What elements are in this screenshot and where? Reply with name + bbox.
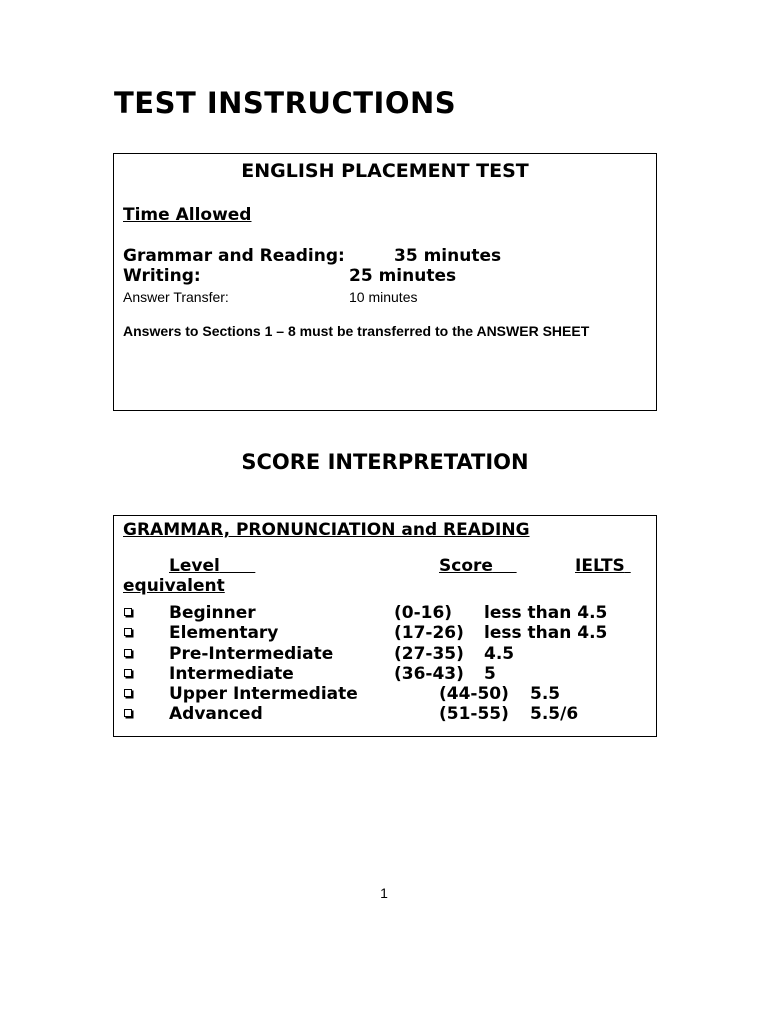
checkbox-bullet-icon — [124, 608, 132, 616]
answer-sheet-note: Answers to Sections 1 – 8 must be transferred to the ANSWER SHEET — [123, 323, 590, 339]
section-name-grammar-reading: Grammar and Reading: — [123, 246, 345, 266]
score-table-box — [113, 515, 657, 737]
section-name-answer-transfer: Answer Transfer: — [123, 289, 229, 305]
level-ielts: 5 — [484, 663, 496, 684]
column-header-level: Level — [169, 556, 220, 576]
placement-test-box — [113, 153, 657, 411]
level-row — [123, 603, 643, 623]
level-score: (17-26) — [394, 623, 464, 644]
level-name: Upper Intermediate — [169, 684, 358, 705]
checkbox-bullet-icon — [124, 649, 132, 657]
section-duration-writing: 25 minutes — [349, 266, 457, 286]
level-score: (0-16) — [394, 603, 453, 623]
level-ielts: 5.5/6 — [530, 704, 579, 725]
placement-test-heading: ENGLISH PLACEMENT TEST — [241, 160, 529, 182]
level-name: Elementary — [169, 623, 279, 644]
section-duration-answer-transfer: 10 minutes — [349, 289, 418, 305]
level-row — [123, 664, 643, 684]
level-score: (36-43) — [394, 663, 464, 684]
score-table-heading: GRAMMAR, PRONUNCIATION and READING — [123, 520, 530, 540]
level-name: Pre-Intermediate — [169, 643, 334, 664]
level-score: (27-35) — [394, 643, 464, 664]
level-score: (44-50) — [439, 684, 509, 705]
checkbox-bullet-icon — [124, 709, 132, 717]
level-name: Beginner — [169, 603, 256, 623]
level-row — [123, 623, 643, 643]
checkbox-bullet-icon — [124, 669, 132, 677]
page-title: TEST INSTRUCTIONS — [114, 86, 457, 120]
score-interpretation-heading: SCORE INTERPRETATION — [241, 450, 529, 474]
level-ielts: 5.5 — [530, 684, 561, 705]
level-list — [123, 603, 643, 725]
section-duration-grammar-reading: 35 minutes — [394, 246, 502, 266]
checkbox-bullet-icon — [124, 628, 132, 636]
checkbox-bullet-icon — [124, 689, 132, 697]
time-allowed-label: Time Allowed — [123, 205, 252, 225]
level-ielts: 4.5 — [484, 643, 515, 664]
level-ielts: less than 4.5 — [484, 603, 608, 623]
level-row — [123, 684, 643, 704]
level-score: (51-55) — [439, 704, 509, 725]
level-ielts: less than 4.5 — [484, 623, 608, 644]
column-header-ielts-continued: equivalent — [123, 576, 225, 596]
column-header-ielts: IELTS — [575, 556, 625, 576]
level-row — [123, 704, 643, 724]
level-name: Intermediate — [169, 663, 294, 684]
level-name: Advanced — [169, 704, 263, 725]
section-name-writing: Writing: — [123, 266, 201, 286]
level-row — [123, 644, 643, 664]
page-number: 1 — [380, 885, 388, 901]
column-header-score: Score — [439, 556, 493, 576]
